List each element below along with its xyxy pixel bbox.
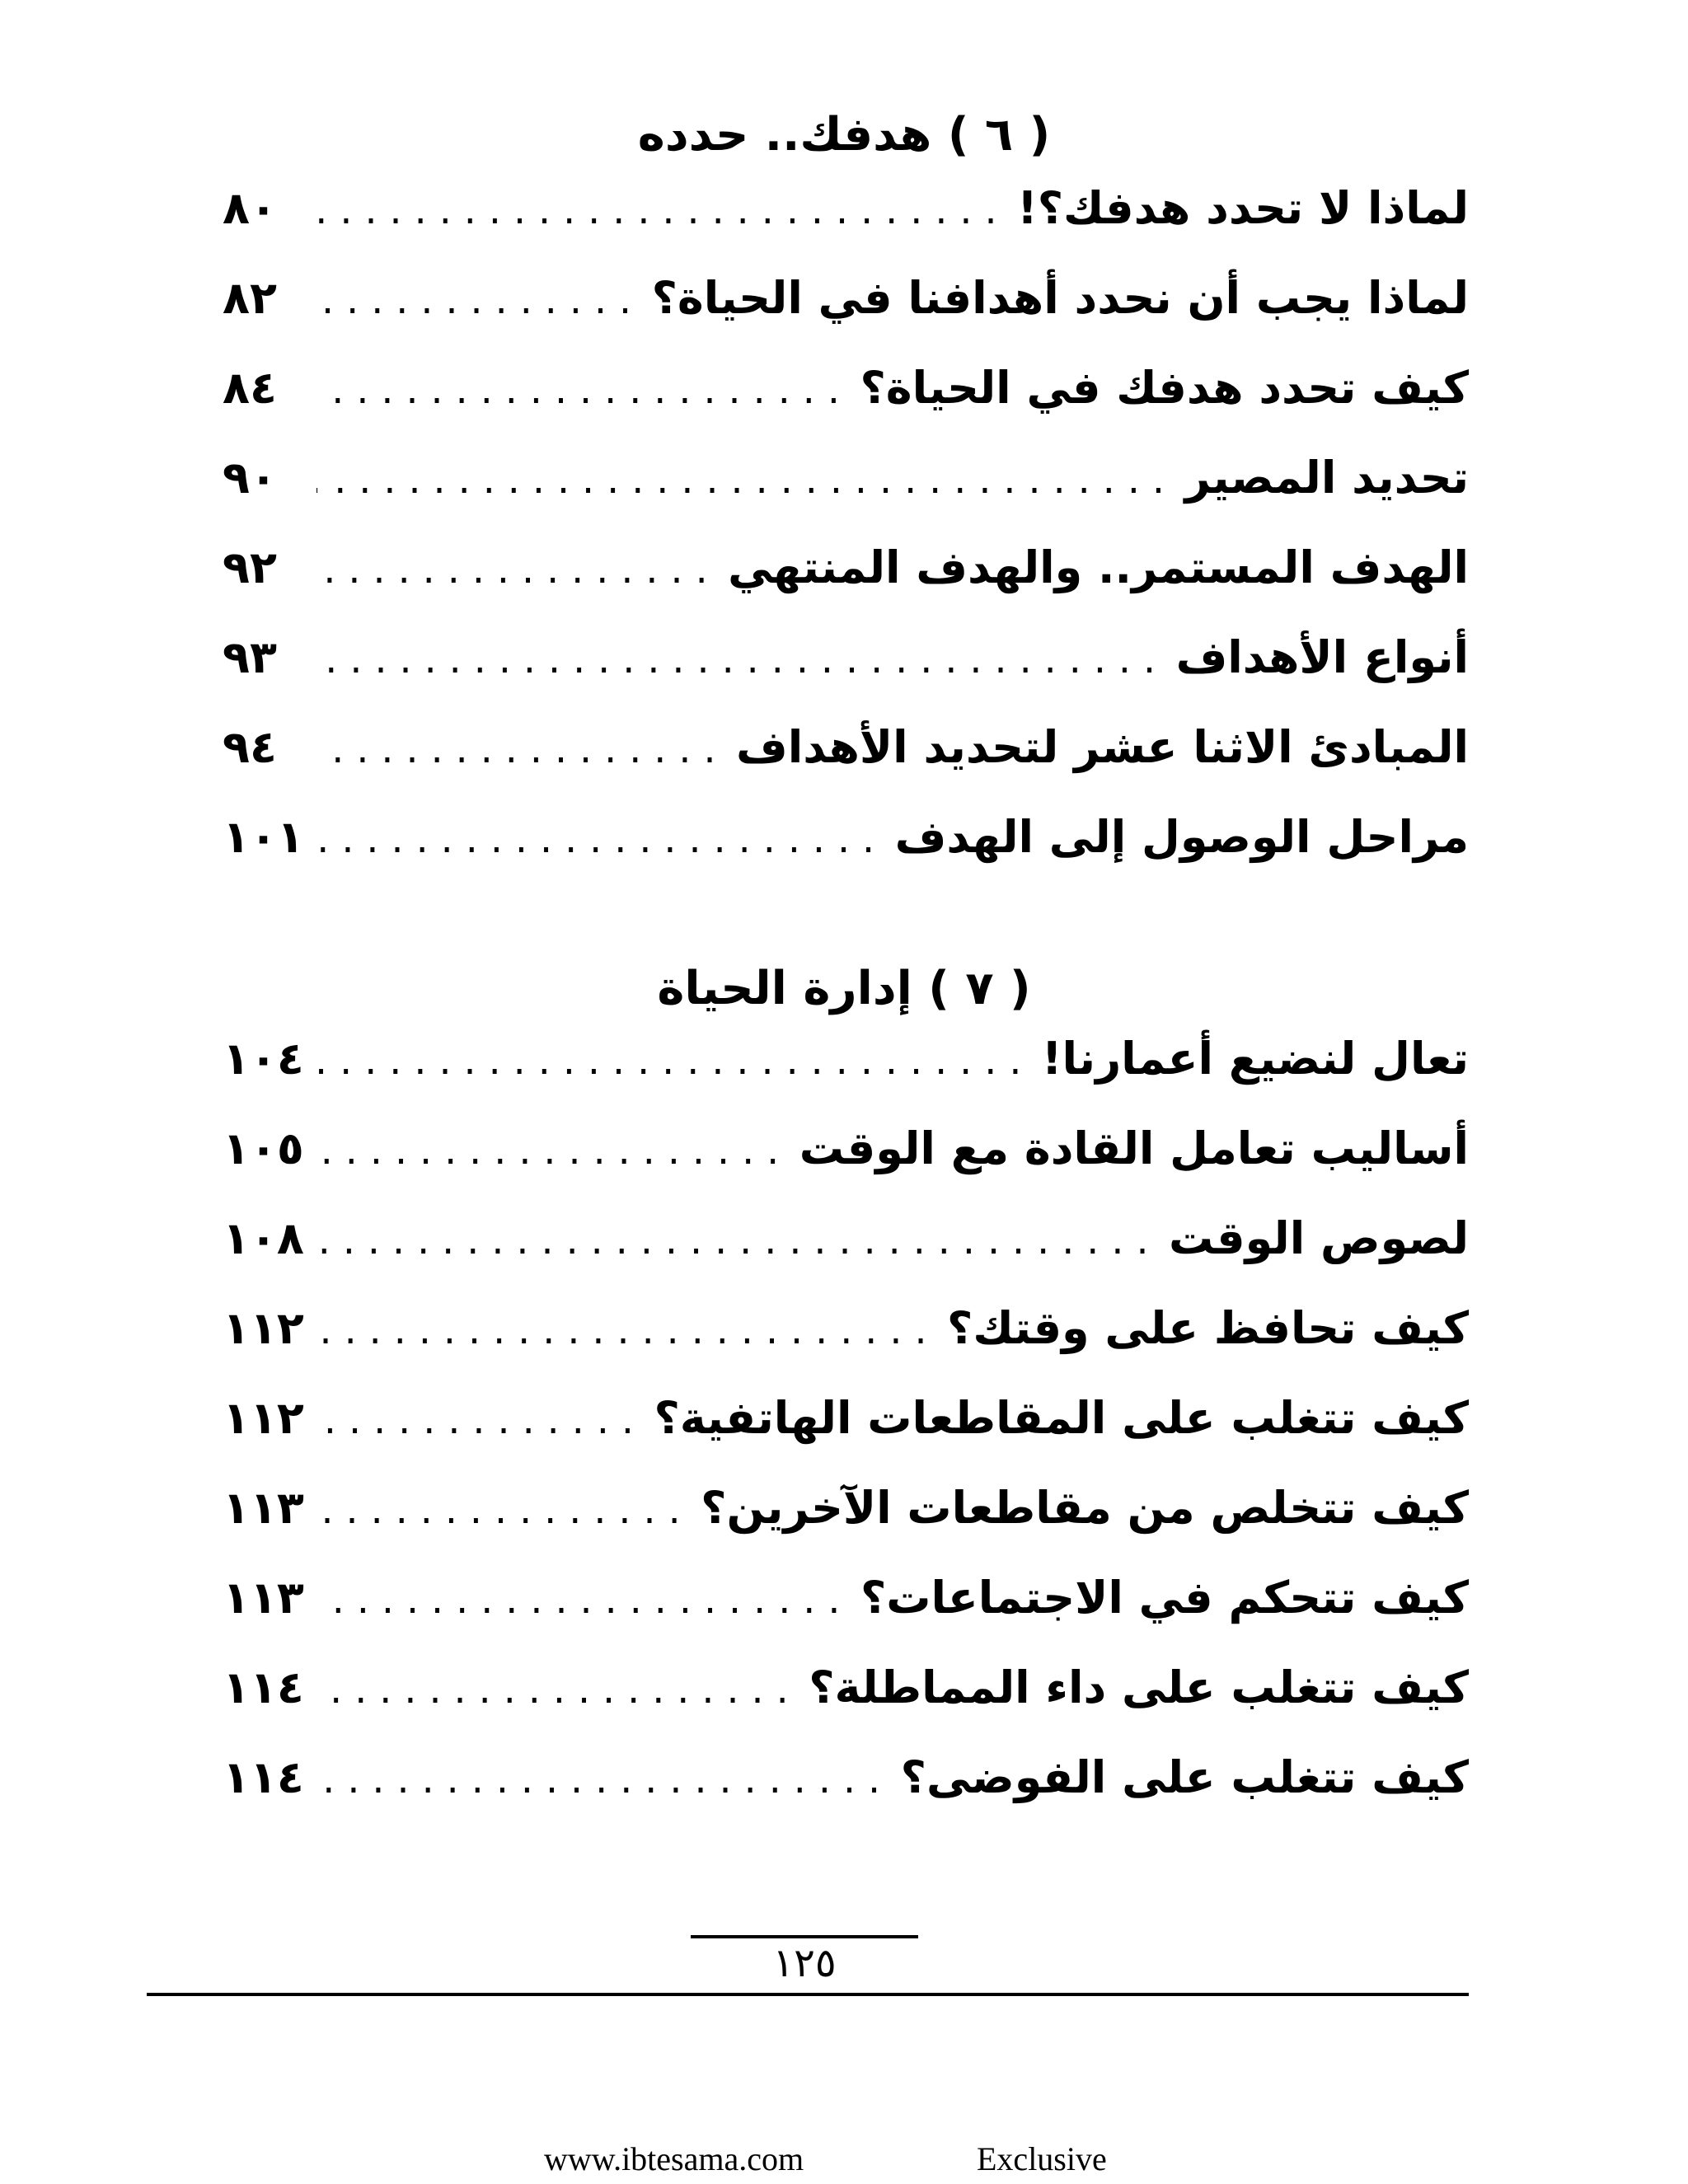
section-7-heading: ( ٧ ) إدارة الحياة xyxy=(657,962,1031,1015)
leader-dots xyxy=(316,176,1006,250)
leader-dots xyxy=(316,1296,935,1370)
footer-website: www.ibtesama.com xyxy=(544,2140,804,2177)
toc-entry-page: ١١٤ xyxy=(223,1751,304,1803)
toc-entry-title: تعال لنضيع أعمارنا! xyxy=(1041,1033,1469,1085)
toc-entry xyxy=(223,710,1469,800)
page-number: ١٢٥ xyxy=(772,1940,837,1986)
toc-entry xyxy=(223,261,1469,351)
leader-dots xyxy=(316,1026,1030,1100)
toc-entry-page: ١١٢ xyxy=(223,1392,304,1444)
toc-entry-page: ٩٠ xyxy=(223,452,277,504)
toc-entry-page: ١٠٤ xyxy=(223,1033,304,1085)
toc-entry-title: كيف تتخلص من مقاطعات الآخرين؟ xyxy=(701,1482,1469,1534)
leader-dots xyxy=(316,715,724,789)
toc-entry-title: تحديد المصير xyxy=(1184,452,1469,504)
toc-entry xyxy=(223,1741,1469,1830)
toc-entry-page: ٨٢ xyxy=(223,272,277,324)
toc-entry-title: لصوص الوقت xyxy=(1169,1212,1469,1264)
section-7-toc-list xyxy=(223,1022,1469,1830)
toc-entry-page: ٩٢ xyxy=(223,541,277,593)
toc-entry xyxy=(223,1471,1469,1561)
leader-dots xyxy=(316,445,1174,519)
toc-entry-title: لماذا لا تحدد هدفك؟! xyxy=(1017,182,1469,234)
toc-entry-title: كيف تحافظ على وقتك؟ xyxy=(947,1302,1469,1354)
footer xyxy=(0,2135,1688,2184)
leader-dots xyxy=(316,535,716,609)
toc-entry xyxy=(223,1381,1469,1471)
toc-entry-page: ١١٣ xyxy=(223,1572,304,1624)
toc-entry-title: أنواع الأهداف xyxy=(1175,631,1469,683)
toc-entry-page: ١١٤ xyxy=(223,1661,304,1713)
toc-entry-page: ١٠٥ xyxy=(223,1122,304,1174)
toc-entry-page: ٨٠ xyxy=(223,182,277,234)
toc-entry-title: كيف تتغلب على داء المماطلة؟ xyxy=(809,1661,1469,1713)
toc-entry-title: المبادئ الاثنا عشر لتحديد الأهداف xyxy=(736,721,1469,773)
toc-entry-title: كيف تتحكم في الاجتماعات؟ xyxy=(860,1572,1469,1624)
toc-entry xyxy=(223,1112,1469,1202)
toc-entry-page: ٨٤ xyxy=(223,362,277,414)
toc-entry xyxy=(223,351,1469,441)
footer-divider xyxy=(147,1993,1469,1996)
toc-entry xyxy=(223,171,1469,261)
leader-dots xyxy=(316,1206,1157,1280)
toc-entry-title: كيف تتغلب على المقاطعات الهاتفية؟ xyxy=(654,1392,1469,1444)
toc-entry-title: مراحل الوصول إلى الهدف xyxy=(894,811,1469,863)
leader-dots xyxy=(316,804,884,879)
toc-entry-title: كيف تحدد هدفك في الحياة؟ xyxy=(860,362,1469,414)
toc-entry xyxy=(223,1291,1469,1381)
leader-dots xyxy=(316,1116,788,1190)
toc-entry xyxy=(223,441,1469,531)
toc-entry-title: كيف تتغلب على الفوضى؟ xyxy=(900,1751,1469,1803)
toc-entry-page: ٩٤ xyxy=(223,721,277,773)
toc-entry xyxy=(223,1202,1469,1291)
toc-entry xyxy=(223,621,1469,710)
toc-entry xyxy=(223,1651,1469,1741)
section-6-heading: ( ٦ ) هدفك.. حدده xyxy=(637,108,1051,162)
toc-entry xyxy=(223,800,1469,890)
toc-entry xyxy=(223,531,1469,621)
toc-entry-page: ١٠١ xyxy=(223,811,304,863)
leader-dots xyxy=(316,1565,849,1639)
leader-dots xyxy=(316,1385,642,1460)
leader-dots xyxy=(316,1475,689,1549)
toc-entry xyxy=(223,1022,1469,1112)
footer-label: Exclusive xyxy=(977,2140,1107,2177)
leader-dots xyxy=(316,1655,797,1729)
leader-dots xyxy=(316,265,640,340)
toc-entry-page: ١٠٨ xyxy=(223,1212,304,1264)
leader-dots xyxy=(316,625,1165,699)
toc-entry xyxy=(223,1561,1469,1651)
leader-dots xyxy=(316,355,848,429)
toc-entry-title: لماذا يجب أن نحدد أهدافنا في الحياة؟ xyxy=(651,272,1469,324)
toc-entry-page: ٩٣ xyxy=(223,631,277,683)
toc-entry-page: ١١٢ xyxy=(223,1302,304,1354)
toc-entry-title: الهدف المستمر.. والهدف المنتهي xyxy=(728,541,1469,593)
toc-entry-title: أساليب تعامل القادة مع الوقت xyxy=(799,1122,1469,1174)
leader-dots xyxy=(316,1745,889,1819)
section-6-toc-list xyxy=(223,171,1469,890)
toc-entry-page: ١١٣ xyxy=(223,1482,304,1534)
